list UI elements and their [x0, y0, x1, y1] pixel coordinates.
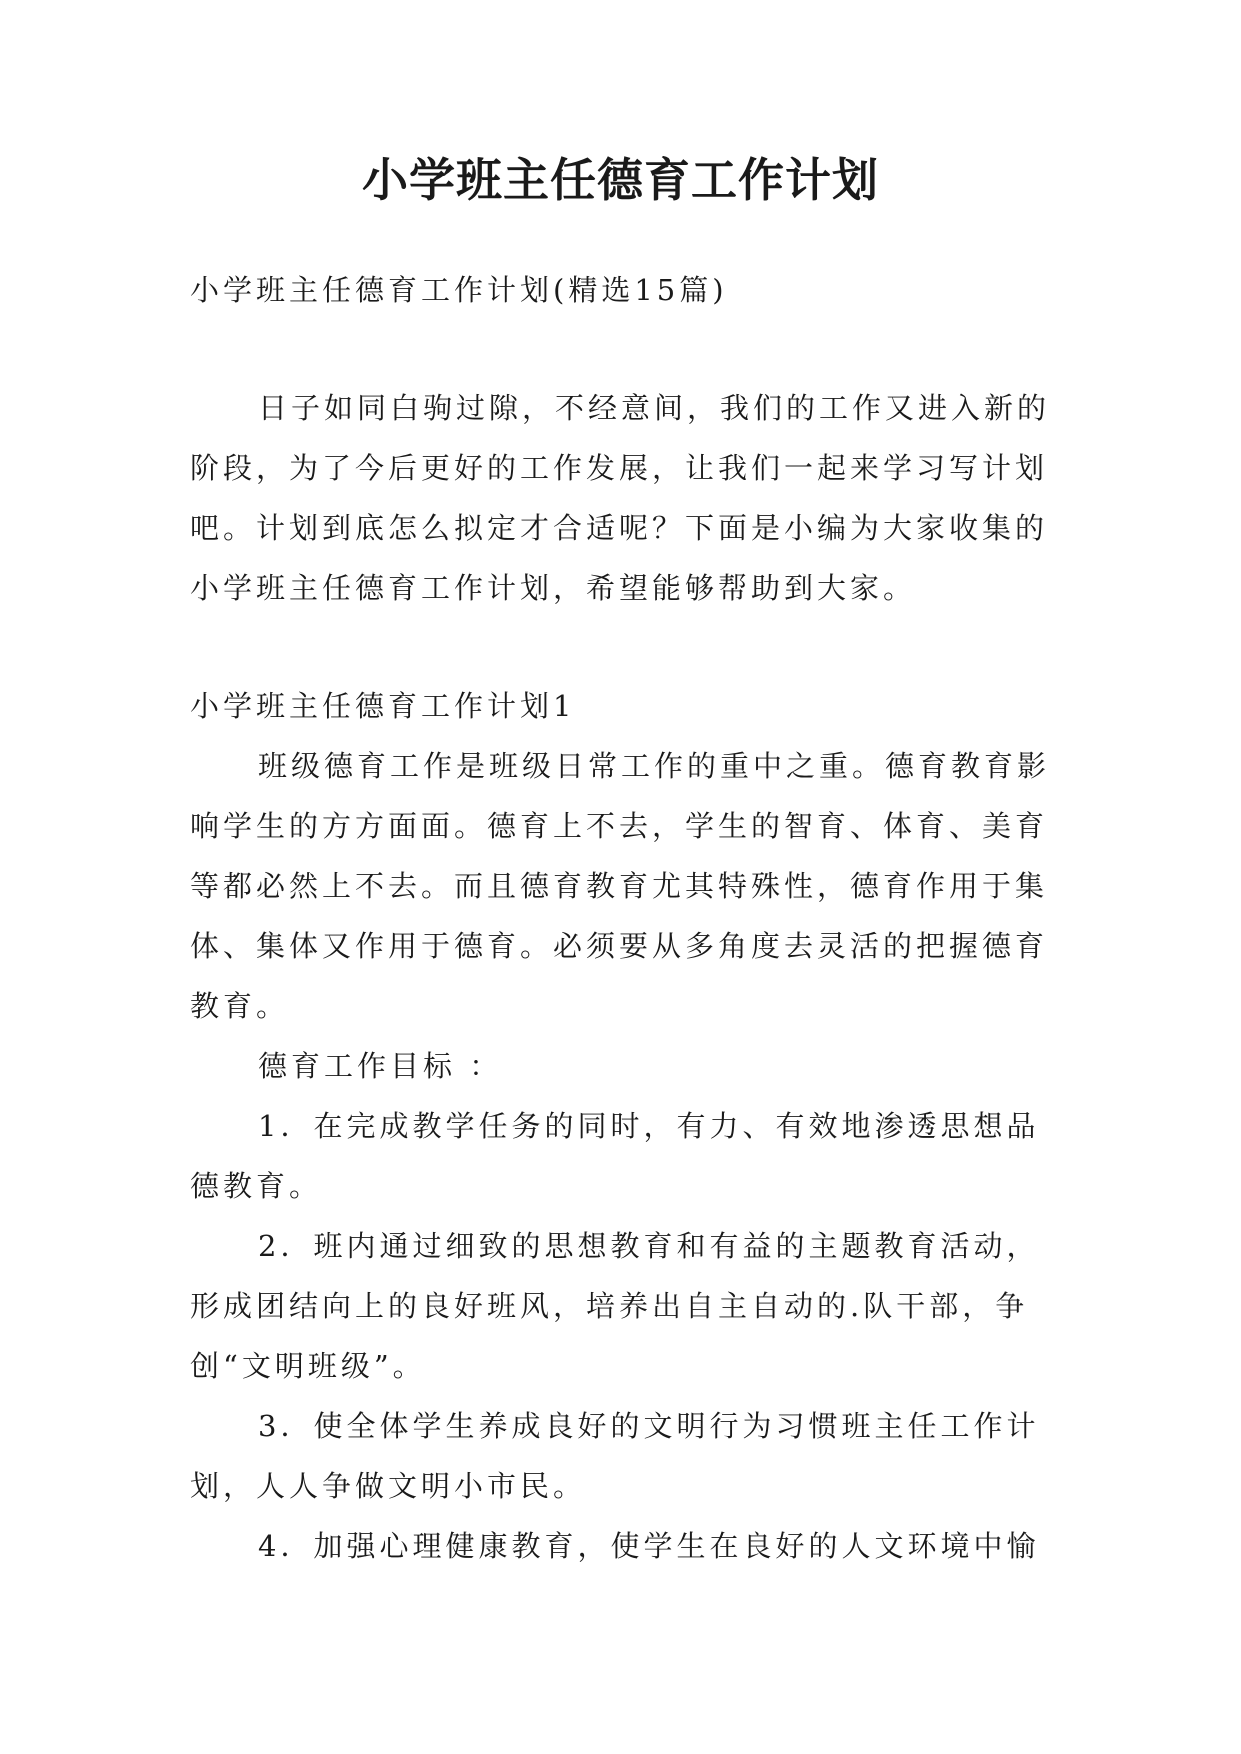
- text-line: 体、集体又作用于德育。必须要从多角度去灵活的把握德育: [190, 929, 1049, 963]
- spacer: [190, 618, 1050, 676]
- goal-item-2: [190, 1216, 1050, 1396]
- text-line: 等都必然上不去。而且德育教育尤其特殊性，德育作用于集: [190, 869, 1049, 903]
- text-line: 阶段，为了今后更好的工作发展，让我们一起来学习写计划: [190, 451, 1049, 485]
- document-body: [190, 260, 1050, 1576]
- goal-item-4: [190, 1516, 1050, 1576]
- section-heading: 小学班主任德育工作计划1: [190, 689, 576, 723]
- text-line: 小学班主任德育工作计划，希望能够帮助到大家。: [190, 571, 917, 605]
- document-title: 小学班主任德育工作计划: [362, 153, 879, 207]
- text-line: 形成团结向上的良好班风，培养出自主自动的.队干部，争: [190, 1289, 1029, 1323]
- text-line: 2．班内通过细致的思想教育和有益的主题教育活动，: [258, 1229, 1040, 1263]
- goal-item-1: [190, 1096, 1050, 1216]
- spacer: [190, 320, 1050, 378]
- text-line: 响学生的方方面面。德育上不去，学生的智育、体育、美育: [190, 809, 1049, 843]
- paragraph-1: [190, 736, 1050, 1036]
- text-line: 班级德育工作是班级日常工作的重中之重。德育教育影: [258, 749, 1051, 783]
- intro-paragraph: [190, 378, 1050, 618]
- text-line: 3．使全体学生养成良好的文明行为习惯班主任工作计: [258, 1409, 1040, 1443]
- subtitle: 小学班主任德育工作计划(精选15篇): [190, 273, 728, 307]
- text-line: 创“文明班级”。: [190, 1349, 426, 1383]
- text-line: 划，人人争做文明小市民。: [190, 1469, 587, 1503]
- text-line: 德教育。: [190, 1169, 323, 1203]
- goal-item-3: [190, 1396, 1050, 1516]
- text-line: 1．在完成教学任务的同时，有力、有效地渗透思想品: [258, 1109, 1040, 1143]
- text-line: 4．加强心理健康教育，使学生在良好的人文环境中愉: [258, 1529, 1040, 1563]
- text-line: 日子如同白驹过隙，不经意间，我们的工作又进入新的: [258, 391, 1051, 425]
- text-line: 教育。: [190, 989, 290, 1023]
- goals-heading: 德育工作目标 ：: [258, 1049, 503, 1083]
- text-line: 吧。计划到底怎么拟定才合适呢？下面是小编为大家收集的: [190, 511, 1049, 545]
